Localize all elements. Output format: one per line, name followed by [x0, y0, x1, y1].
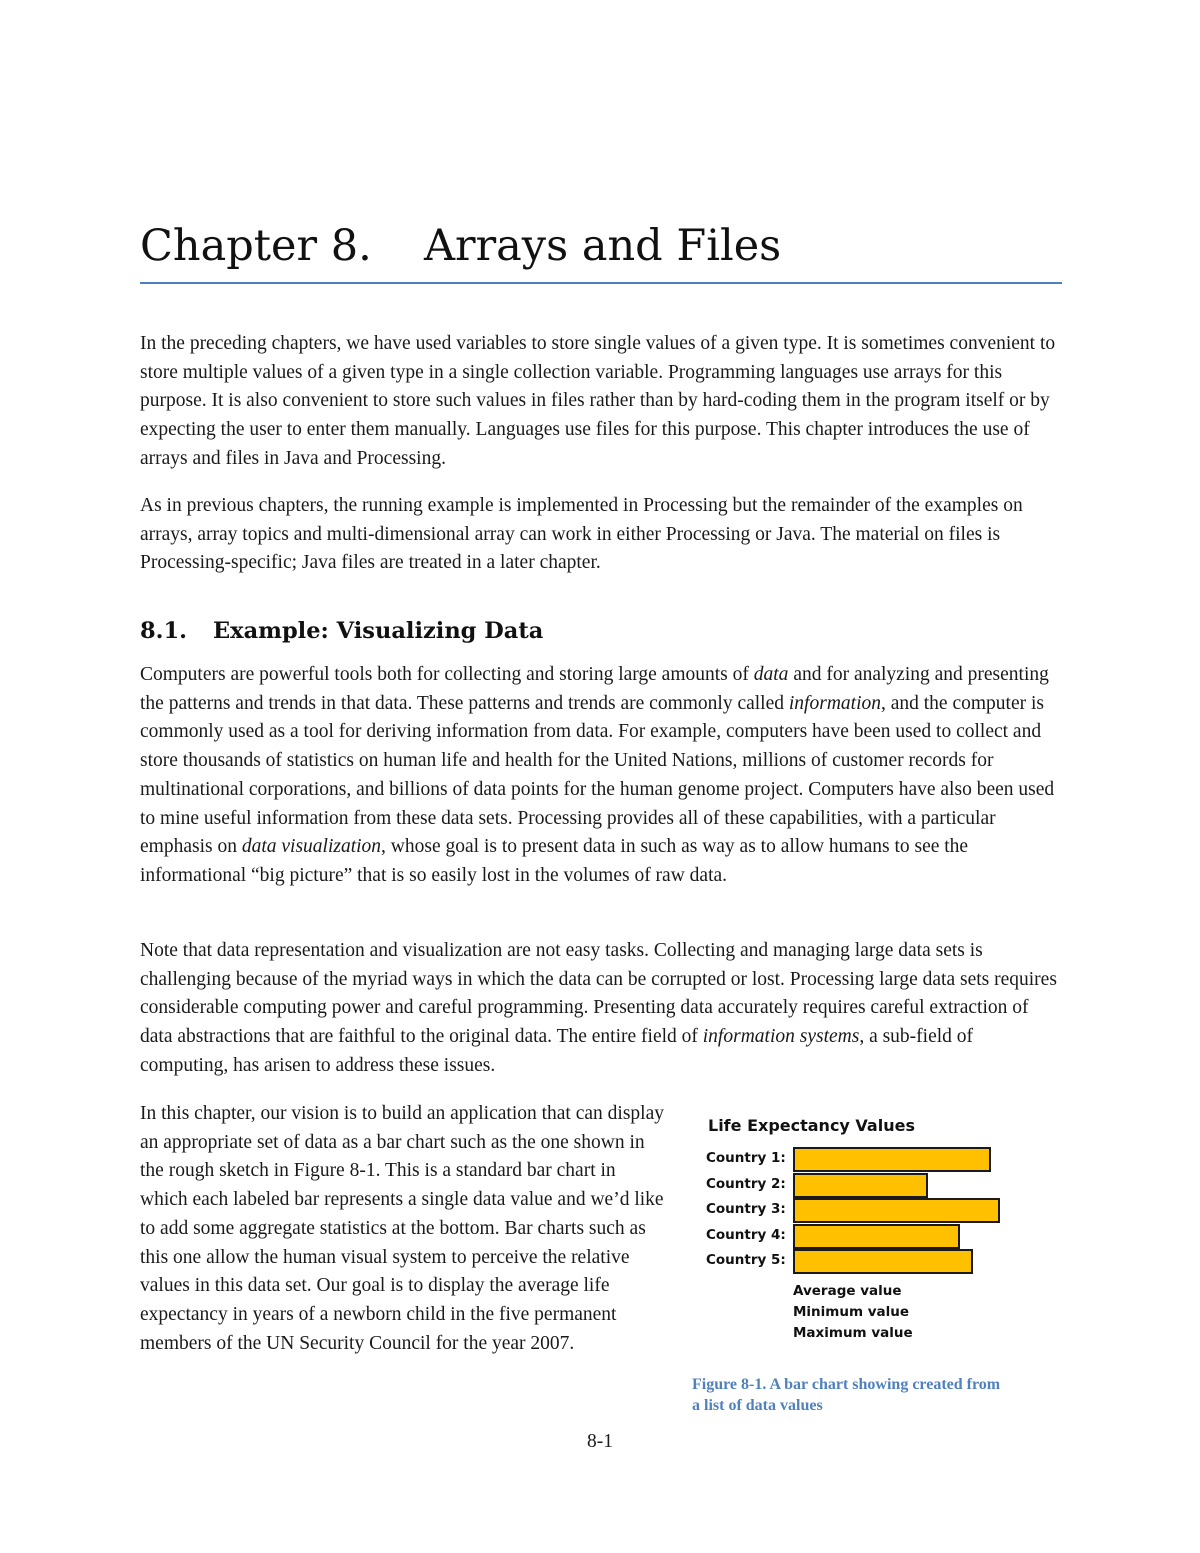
bar: [793, 1224, 960, 1249]
bar-label: Country 2:: [706, 1175, 786, 1192]
emphasis-information-systems: information systems: [702, 1026, 860, 1048]
minimum-value-label: Minimum value: [793, 1304, 910, 1320]
intro-paragraph-1: In the preceding chapters, we have used variables to store single values of a given type. It is sometimes convenient to store multiple values of a given type in a single collection variable. Programming languages use arrays for this purpose. It is also convenient to store such values in files rather than by hard-coding them in the program itself or by expecting the user to enter them manually. Languages use files for this purpose. This chapter introduces the use of arrays and files in Java and Processing.: [140, 333, 1056, 469]
emphasis-data: data: [753, 664, 789, 685]
chapter-title: [140, 216, 781, 276]
intro-paragraph-2: As in previous chapters, the running example is implemented in Processing but the remainder of the examples on arrays, array topics and multi-dimensional array can work in either Processing or Java. The material on files is Processing-specific; Java files are treated in a later chapter.: [140, 495, 1023, 574]
bar: [793, 1249, 973, 1274]
chart-title: Life Expectancy Values: [708, 1116, 915, 1135]
section-title: Example: Visualizing Data: [213, 618, 544, 644]
chapter-title-text: Arrays and Files: [424, 221, 782, 271]
bar-label: Country 5:: [706, 1252, 786, 1268]
title-divider: [140, 282, 1062, 284]
section-paragraph-3: In this chapter, our vision is to build an application that can display an appropriate set of data as a bar chart such as the one shown in the rough sketch in Figure 8-1. This is a standard bar chart in which each labeled bar represents a single data value and we’d like to add some aggregate statistics at the bottom. Bar charts such as this one allow the human visual system to perceive the relative values in this data set. Our goal is to display the average life expectancy in years of a newborn child in the five permanent members of the UN Security Council for the year 2007.: [140, 1103, 664, 1354]
bar-label: Country 1:: [706, 1150, 786, 1166]
text-run: Computers are powerful tools both for collecting and storing large amounts of: [140, 664, 754, 685]
emphasis-information: information: [788, 692, 881, 714]
section-paragraph-2: [140, 937, 1062, 1081]
chapter-number: Chapter 8.: [140, 221, 372, 271]
average-value-label: Average value: [793, 1283, 902, 1299]
figure-caption: Figure 8-1. A bar chart showing created from a list of data values: [692, 1376, 1001, 1414]
bar: [793, 1147, 991, 1172]
bar: [793, 1173, 928, 1198]
section-heading: [140, 614, 543, 648]
bar-label: Country 3:: [706, 1201, 786, 1217]
emphasis-data-visualization: data visualization: [241, 836, 382, 858]
bar-label: Country 4:: [706, 1226, 786, 1243]
figure-8-1: [690, 1110, 1020, 1420]
page-number: 8-1: [587, 1431, 613, 1452]
section-number: 8.1.: [140, 618, 187, 644]
text-run: and for analyzing and presenting the patterns and trends in that data. These patterns and trends are commonly called: [140, 664, 1049, 714]
text-run: Note that data representation and visualization are not easy tasks. Collecting and managing large data sets is challenging because of the myriad ways in which the data can be corrupted or lost. Processing large data sets requires considerable computing power and careful programming. Presenting data accurately requires careful extraction of data abstractions that are faithful to the original data. The entire field of: [140, 940, 1057, 1048]
bar: [793, 1198, 1000, 1223]
text-run: , whose goal is to present data in such as way as to allow humans to see the informational “big picture” that is so easily lost in the volumes of raw data.: [140, 836, 969, 886]
section-paragraph-1: [140, 661, 1062, 891]
text-run: , a sub-field of computing, has arisen to address these issues.: [140, 1026, 974, 1076]
text-run: , and the computer is commonly used as a tool for deriving information from data. For example, computers have been used to collect and store thousands of statistics on human life and health for the United Nations, millions of customer records for multinational corporations, and billions of data points for the human genome project. Computers have also been used to mine useful information from these data sets. Processing provides all of these capabilities, with a particular emphasis on: [140, 692, 1055, 858]
maximum-value-label: Maximum value: [793, 1325, 913, 1341]
